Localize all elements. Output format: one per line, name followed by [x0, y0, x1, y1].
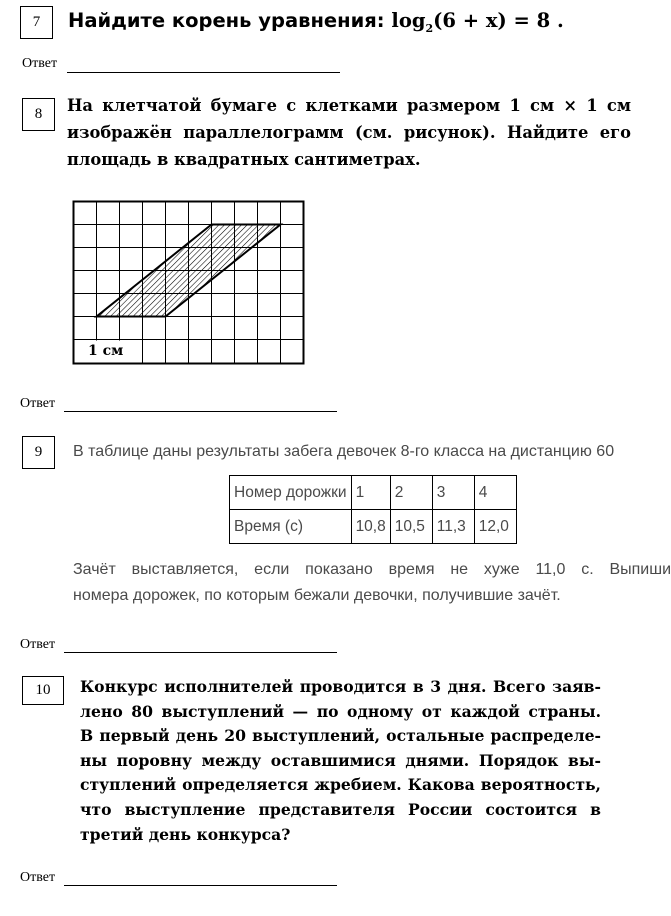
- task-10-line: что выступление представителя России состоится в: [80, 799, 601, 819]
- task-8-line: площадь в квадратных сантиметрах.: [67, 150, 421, 169]
- task-number-7: [20, 6, 53, 39]
- formula-argument: (6 + x): [433, 9, 507, 32]
- table-cell: Время (с): [230, 510, 352, 544]
- task-7-formula: [391, 9, 564, 35]
- task-10-line: ны поровну между оставшимися днями. Порядок вы-: [80, 750, 601, 770]
- task-10-line: третий день конкурса?: [80, 824, 291, 844]
- task-9-line: Зачёт выставляется, если показано время не хуже 11,0 с. Выпиши: [73, 561, 671, 578]
- answer-label-9: Ответ: [20, 637, 56, 652]
- answer-label-10: Ответ: [20, 870, 56, 885]
- formula-log: log: [391, 9, 426, 32]
- task-10-line: ступлений определяется жребием. Какова вероятность,: [80, 775, 601, 795]
- table-header-cell: 4: [474, 476, 516, 510]
- task-number-10: [22, 676, 64, 705]
- formula-equals: = 8: [513, 9, 551, 32]
- task-7-text: Найдите корень уравнения:: [68, 9, 385, 32]
- task-9-intro: В таблице даны результаты забега девочек 8-го класса на дистанцию 60: [73, 443, 615, 460]
- task-9-conditions: [73, 557, 671, 609]
- table-row: [230, 476, 517, 510]
- task-7-statement: [68, 9, 564, 35]
- answer-label-8: Ответ: [20, 396, 56, 411]
- table-row: [230, 510, 517, 544]
- task-10-line: Конкурс исполнителей проводится в 3 дня. Всего заяв-: [80, 677, 601, 696]
- task-number-8: [22, 98, 55, 131]
- task-number-label: 8: [34, 106, 43, 122]
- table-cell: 12,0: [474, 510, 516, 544]
- task-number-label: 10: [35, 682, 51, 698]
- answer-line-9[interactable]: [64, 652, 337, 653]
- task-10-line: лено 80 выступлений — по одному от каждой страны.: [80, 701, 601, 721]
- table-header-cell: 2: [390, 476, 432, 510]
- answer-line-10[interactable]: [64, 885, 337, 886]
- task-number-label: 9: [34, 444, 43, 460]
- answer-line-7[interactable]: [67, 72, 340, 73]
- formula-base: 2: [425, 21, 434, 35]
- task-number-label: 7: [32, 14, 41, 30]
- results-table: [229, 475, 517, 544]
- task-number-9: [22, 436, 55, 469]
- answer-line-8[interactable]: [64, 411, 337, 412]
- task-8-line: изображён параллелограмм (см. рисунок). Найдите его: [67, 123, 631, 142]
- table-cell: 10,8: [351, 510, 390, 544]
- table-header-cell: 3: [432, 476, 474, 510]
- formula-period: .: [557, 9, 564, 32]
- answer-label-7: Ответ: [22, 56, 58, 71]
- table-cell: 11,3: [432, 510, 474, 544]
- table-cell: 10,5: [390, 510, 432, 544]
- task-9-line: номера дорожек, по которым бежали девочки, получившие зачёт.: [73, 587, 561, 604]
- task-10-statement: [80, 675, 601, 847]
- table-header-cell: 1: [351, 476, 390, 510]
- task-10-line: В первый день 20 выступлений, остальные распределе-: [80, 726, 601, 746]
- table-header-cell: Номер дорожки: [230, 476, 352, 510]
- scale-label: 1 см: [88, 343, 124, 359]
- task-8-statement: [67, 92, 631, 173]
- task-8-line: На клетчатой бумаге с клетками размером 1 см × 1 см: [67, 96, 631, 115]
